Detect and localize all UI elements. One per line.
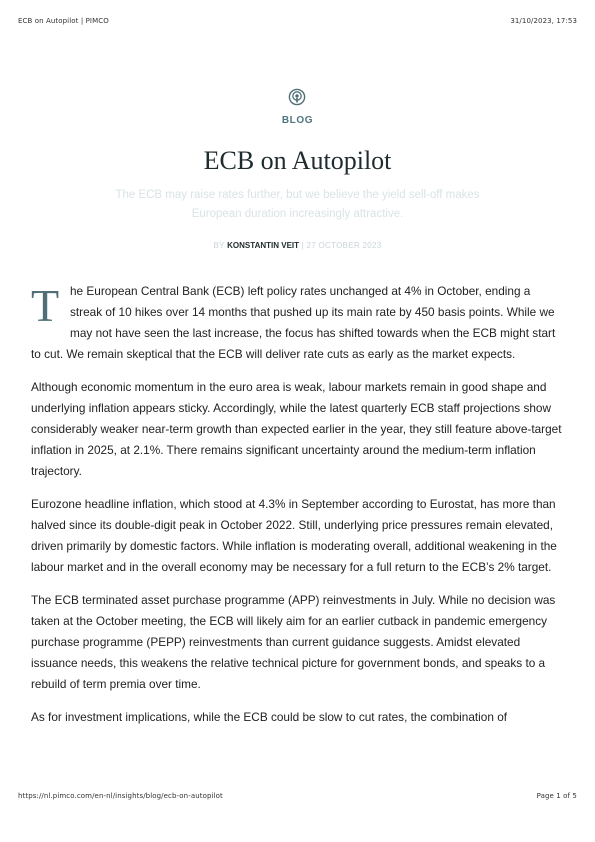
page-url: https://nl.pimco.com/en-nl/insights/blog/ecb-on-autopilot [18, 792, 223, 800]
article-paragraph: The ECB terminated asset purchase programme (APP) reinvestments in July. While no decision was taken at the October meeting, the ECB will likely aim for an earlier cutback in pandemic emergency purchase programme (PEPP) reinvestments than current guidance suggests. Amidst elevated issuance needs, this weakens the relative technical picture for government bonds, and speaks to a rebuild of term premia over time. [31, 593, 556, 691]
page-number: Page 1 of 5 [536, 792, 577, 800]
category-label[interactable]: BLOG [281, 115, 314, 126]
print-header [18, 17, 577, 25]
author-link[interactable]: KONSTANTIN VEIT [227, 241, 300, 250]
byline [0, 241, 595, 250]
article-paragraph: Although economic momentum in the euro area is weak, labour markets remain in good shape and underlying inflation appears sticky. Accordingly, while the latest quarterly ECB staff projections show considerably weaker near-term growth than expected earlier in the year, they still feature above-target inflation in 2025, at 2.1%. There remains significant uncertainty around the medium-term inflation trajectory. [31, 380, 562, 478]
print-footer [18, 792, 577, 800]
paragraph-text: he European Central Bank (ECB) left policy rates unchanged at 4% in October, ending a streak of 10 hikes over 14 months that pushed up its main rate by 450 basis points. While we may not have seen the last increase, the focus has shifted towards when the ECB might start to cut. We remain skeptical that the ECB will deliver rate cuts as early as the market expects. [31, 284, 556, 361]
article-body [31, 281, 564, 740]
article-paragraph: Eurozone headline inflation, which stood at 4.3% in September according to Eurostat, has more than halved since its double-digit peak in October 2022. Still, underlying price pressures remain elevated, driven primarily by domestic factors. While inflation is moderating overall, additional weakening in the labour market and in the overall economy may be necessary for a full return to the ECB’s 2% target. [31, 497, 557, 574]
podcast-broadcast-icon [288, 88, 306, 106]
print-header-title: ECB on Autopilot | PIMCO [18, 17, 109, 25]
drop-cap: T [31, 280, 60, 331]
article-title: ECB on Autopilot [203, 146, 392, 175]
print-header-timestamp: 31/10/2023, 17:53 [510, 17, 577, 25]
publish-date: | 27 OCTOBER 2023 [301, 241, 382, 250]
article-subtitle: The ECB may raise rates further, but we believe the yield sell-off makes European duration increasingly attractive. [115, 189, 480, 220]
byline-prefix: BY [213, 241, 225, 250]
article-paragraph [31, 281, 564, 365]
article-paragraph: As for investment implications, while the ECB could be slow to cut rates, the combination of [31, 710, 508, 724]
